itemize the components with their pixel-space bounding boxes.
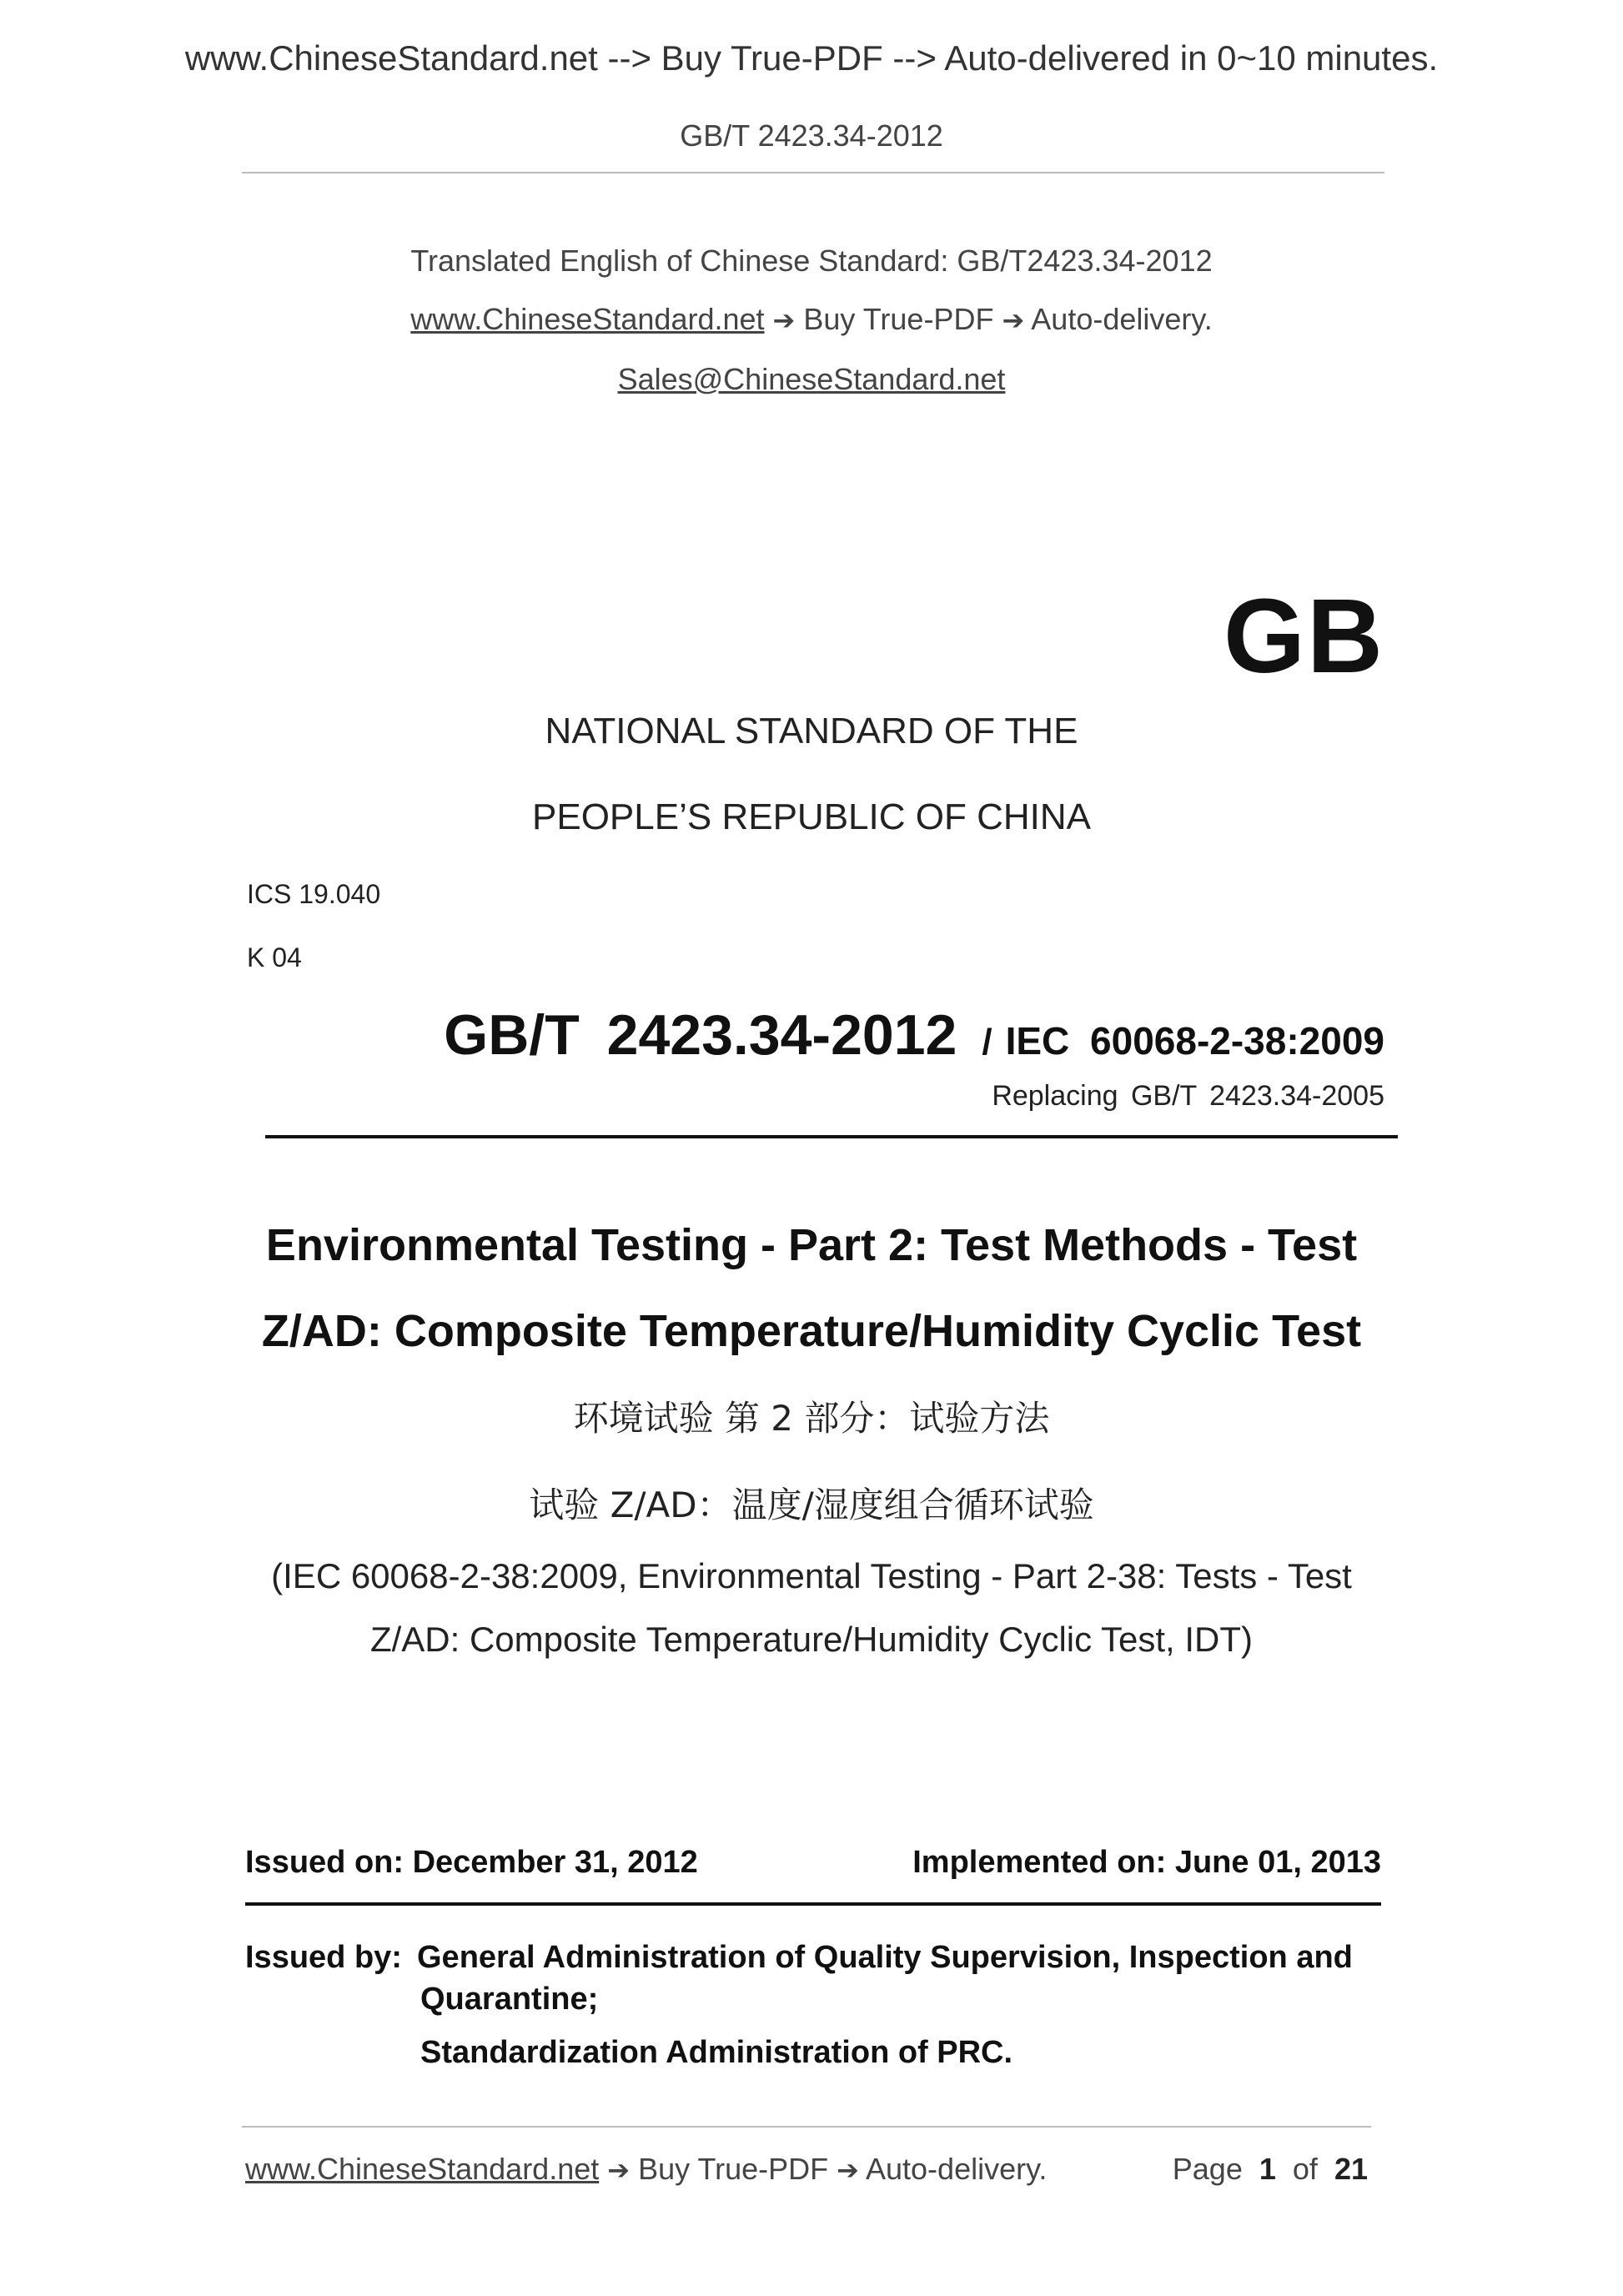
iec-number: IEC 60068-2-38:2009 xyxy=(1005,1019,1384,1063)
replacing-note: Replacing GB/T 2423.34-2005 xyxy=(992,1080,1384,1112)
issued-by-line-3: Standardization Administration of PRC. xyxy=(420,2035,1013,2070)
page-label: Page xyxy=(1172,2152,1243,2186)
running-header-code: GB/T 2423.34-2012 xyxy=(680,118,943,153)
footer-divider xyxy=(242,2126,1371,2128)
buy-true-pdf-text: Buy True-PDF xyxy=(803,302,994,336)
ics-code: ICS 19.040 xyxy=(247,879,381,909)
site-link[interactable]: www.ChineseStandard.net xyxy=(410,302,765,336)
page-of: of xyxy=(1292,2152,1318,2186)
chinese-title-line-2: 试验 Z/AD：温度/湿度组合循环试验 xyxy=(529,1485,1094,1525)
auto-delivery-text: Auto-delivery. xyxy=(1031,302,1213,336)
title-line-1: Environmental Testing - Part 2: Test Methods - Test xyxy=(265,1220,1358,1270)
footer-site-link[interactable]: www.ChineseStandard.net xyxy=(245,2152,600,2186)
standard-number-row xyxy=(444,1002,1384,1068)
chinese-title-line-1: 环境试验 第 2 部分：试验方法 xyxy=(573,1398,1050,1439)
standard-separator: / xyxy=(982,1022,992,1063)
right-arrow-icon: ➔ xyxy=(772,304,796,336)
page-indicator xyxy=(1173,2152,1368,2187)
title-line-2: Z/AD: Composite Temperature/Humidity Cyclic Test xyxy=(261,1306,1362,1356)
right-arrow-icon: ➔ xyxy=(607,2154,631,2186)
title-divider xyxy=(265,1135,1398,1138)
footer-buy-text: Buy True-PDF xyxy=(638,2152,829,2186)
issued-on-date: Issued on: December 31, 2012 xyxy=(245,1845,698,1880)
national-standard-line-1: NATIONAL STANDARD OF THE xyxy=(545,711,1078,751)
translation-title: Translated English of Chinese Standard: GB/T2423.34-2012 xyxy=(410,244,1213,278)
iec-reference-line-2: Z/AD: Composite Temperature/Humidity Cyclic Test, IDT) xyxy=(369,1620,1254,1659)
page-current: 1 xyxy=(1259,2152,1276,2186)
issued-by-line-2: Quarantine; xyxy=(420,1982,599,2017)
sales-email-link[interactable]: Sales@ChineseStandard.net xyxy=(617,362,1006,396)
right-arrow-icon: ➔ xyxy=(1002,304,1025,336)
right-arrow-icon: ➔ xyxy=(837,2154,859,2186)
footer-delivery-text: Auto-delivery. xyxy=(866,2152,1048,2186)
translation-link-line xyxy=(0,302,1623,337)
footer-link-line xyxy=(245,2152,1047,2187)
issue-divider xyxy=(245,1902,1381,1906)
gb-logo: GB xyxy=(1224,577,1384,695)
k-code: K 04 xyxy=(247,942,302,972)
issued-by-line-1: General Administration of Quality Supervision, Inspection and xyxy=(417,1940,1353,1975)
page-total: 21 xyxy=(1334,2152,1368,2186)
issued-by-label: Issued by: xyxy=(245,1940,402,1975)
top-banner: www.ChineseStandard.net --> Buy True-PDF --> Auto-delivered in 0~10 minutes. xyxy=(184,38,1439,78)
email-line xyxy=(0,362,1623,397)
header-divider xyxy=(242,172,1384,173)
national-standard-line-2: PEOPLE’S REPUBLIC OF CHINA xyxy=(532,796,1091,837)
implemented-on-date: Implemented on: June 01, 2013 xyxy=(912,1845,1381,1880)
standard-number: GB/T 2423.34-2012 xyxy=(444,1003,957,1067)
iec-reference-line-1: (IEC 60068-2-38:2009, Environmental Testing - Part 2-38: Tests - Test xyxy=(271,1556,1352,1595)
